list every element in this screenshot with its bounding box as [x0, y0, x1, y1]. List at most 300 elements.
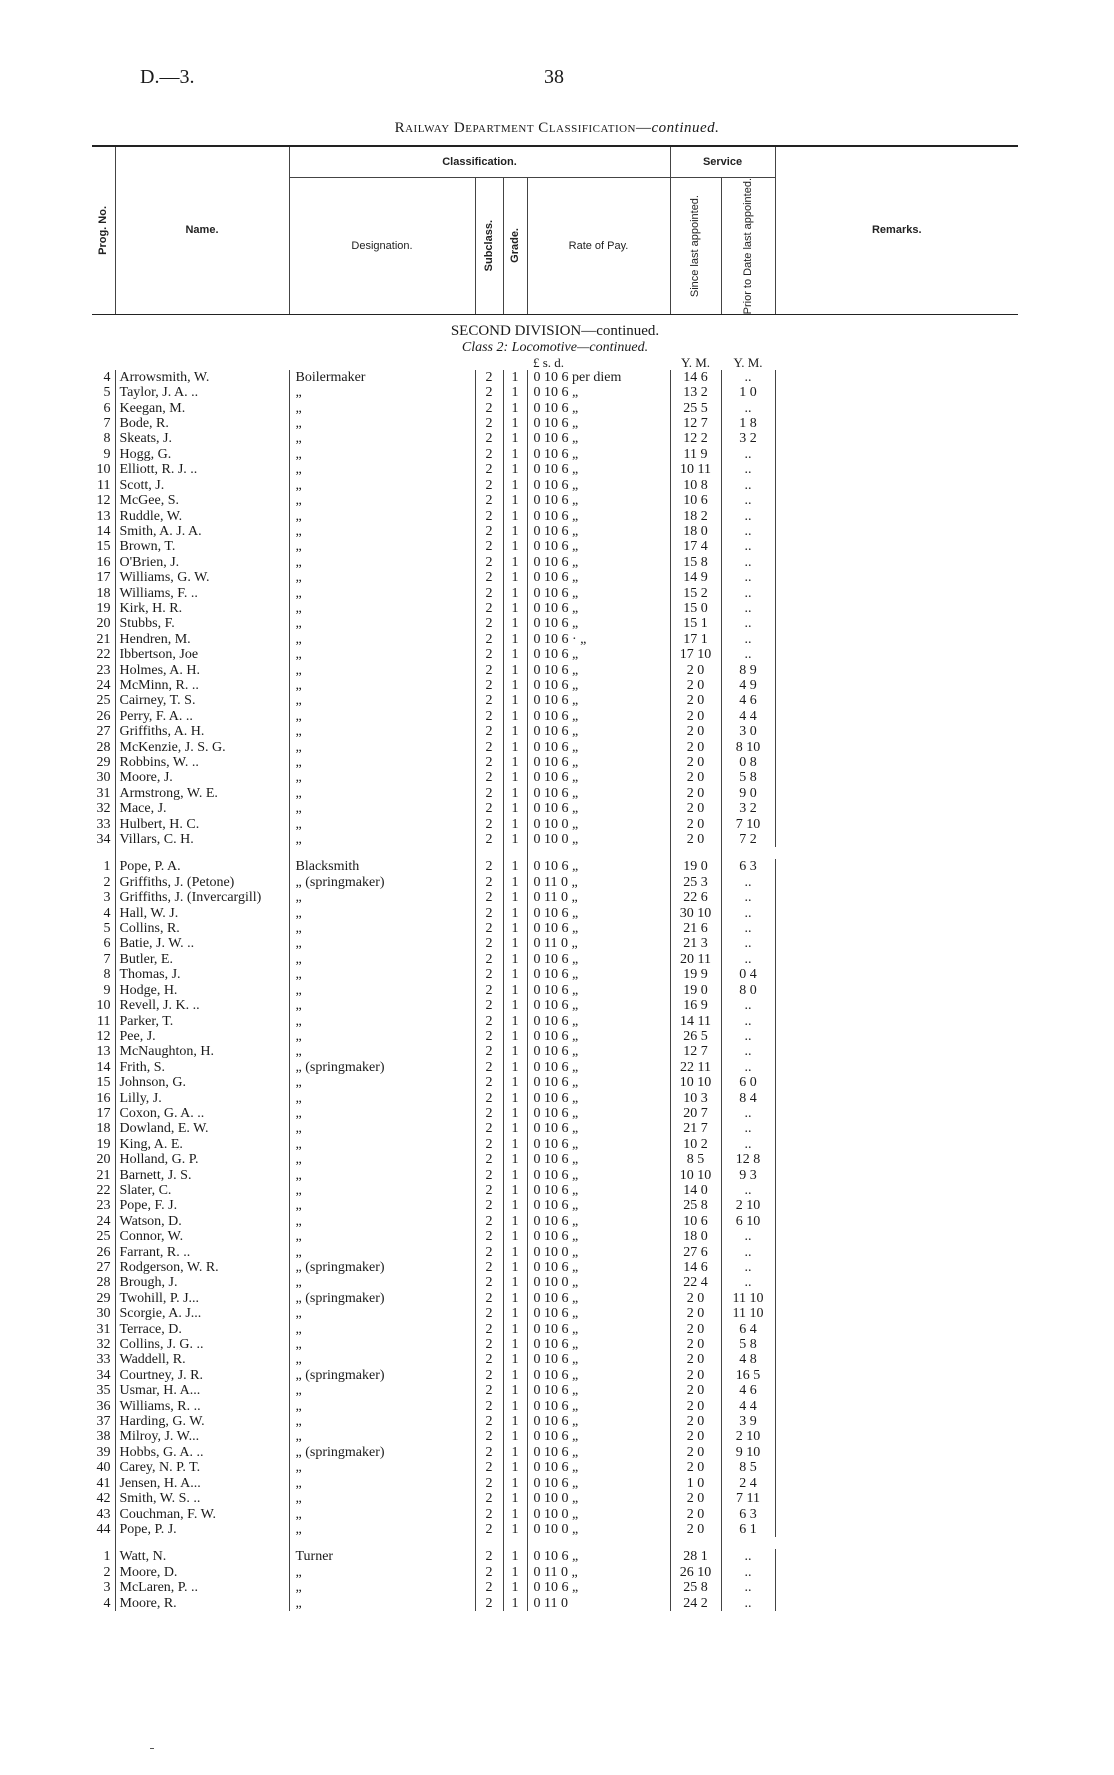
name-cell: Scorgie, A. J... [115, 1306, 289, 1321]
subclass-cell: 2 [475, 1044, 503, 1059]
table-row [92, 693, 1018, 708]
subclass-cell: 2 [475, 509, 503, 524]
rate-of-pay-cell: 0 10 6 „ [527, 663, 670, 678]
since-last-cell: 14 6 [670, 1260, 721, 1275]
since-last-cell: 2 0 [670, 755, 721, 770]
prior-to-date-cell: .. [721, 478, 775, 493]
grade-cell: 1 [503, 921, 527, 936]
designation-cell: „ [289, 1596, 475, 1611]
table-row [92, 786, 1018, 801]
prog-no-cell: 5 [103, 921, 111, 937]
rate-of-pay-cell: 0 10 6 „ [527, 1214, 670, 1229]
designation-cell: „ [289, 493, 475, 508]
prior-to-date-cell: .. [721, 998, 775, 1013]
prior-to-date-cell: .. [721, 1183, 775, 1198]
table-row [92, 983, 1018, 998]
designation-cell: „ [289, 890, 475, 905]
prog-no-cell: 22 [96, 1182, 111, 1198]
name-cell: Griffiths, J. (Petone) [115, 875, 289, 890]
rate-of-pay-cell: 0 10 6 „ [527, 724, 670, 739]
prior-to-date-cell: .. [721, 539, 775, 554]
table-row [92, 817, 1018, 832]
table-row [92, 555, 1018, 570]
prog-no-cell: 9 [103, 446, 111, 462]
rate-of-pay-cell: 0 10 6 „ [527, 1075, 670, 1090]
subclass-cell: 2 [475, 1091, 503, 1106]
prior-to-date-cell: 0 4 [721, 967, 775, 982]
subclass-cell: 2 [475, 431, 503, 446]
rate-of-pay-cell: 0 11 0 „ [527, 1565, 670, 1580]
prior-to-date-cell: .. [721, 1580, 775, 1595]
name-cell: Hogg, G. [115, 447, 289, 462]
since-last-cell: 2 0 [670, 1383, 721, 1398]
designation-cell: „ [289, 1522, 475, 1537]
name-cell: Pope, F. J. [115, 1198, 289, 1213]
designation-cell: „ [289, 1429, 475, 1444]
table-row [92, 770, 1018, 785]
since-last-cell: 10 10 [670, 1075, 721, 1090]
name-cell: Holland, G. P. [115, 1152, 289, 1167]
name-cell: Batie, J. W. .. [115, 936, 289, 951]
rate-of-pay-cell: 0 10 6 „ [527, 1044, 670, 1059]
grade-cell: 1 [503, 1091, 527, 1106]
prior-to-date-cell: 2 10 [721, 1198, 775, 1213]
remarks-cell [775, 1168, 1018, 1183]
grade-cell: 1 [503, 632, 527, 647]
prog-no-cell: 13 [96, 1044, 111, 1060]
table-row [92, 1214, 1018, 1229]
table-row [92, 1091, 1018, 1106]
since-last-cell: 17 4 [670, 539, 721, 554]
grade-cell: 1 [503, 1580, 527, 1595]
rate-of-pay-cell: 0 10 6 „ [527, 601, 670, 616]
name-cell: Hulbert, H. C. [115, 817, 289, 832]
name-cell: Waddell, R. [115, 1352, 289, 1367]
page-title-dash: — [636, 120, 652, 136]
name-cell: Farrant, R. .. [115, 1245, 289, 1260]
table-row [92, 1507, 1018, 1522]
name-cell: Terrace, D. [115, 1322, 289, 1337]
prior-to-date-cell: .. [721, 1275, 775, 1290]
subclass-cell: 2 [475, 875, 503, 890]
prog-no-cell: 15 [96, 539, 111, 555]
prog-no-cell: 19 [96, 600, 111, 616]
rate-of-pay-cell: 0 10 6 „ [527, 1152, 670, 1167]
designation-cell: „ [289, 1306, 475, 1321]
remarks-cell [775, 1429, 1018, 1444]
subclass-cell: 2 [475, 1399, 503, 1414]
designation-cell: „ [289, 570, 475, 585]
since-last-cell: 2 0 [670, 817, 721, 832]
name-cell: Kirk, H. R. [115, 601, 289, 616]
designation-cell: „ [289, 462, 475, 477]
grade-cell: 1 [503, 906, 527, 921]
name-cell: Watson, D. [115, 1214, 289, 1229]
grade-cell: 1 [503, 1549, 527, 1564]
since-last-cell: 16 9 [670, 998, 721, 1013]
table-row [92, 1198, 1018, 1213]
prior-to-date-cell: 8 4 [721, 1091, 775, 1106]
since-last-cell: 2 0 [670, 724, 721, 739]
prog-no-cell: 33 [96, 1352, 111, 1368]
table-row [92, 936, 1018, 951]
remarks-cell [775, 601, 1018, 616]
rate-of-pay-cell: 0 10 6 „ [527, 616, 670, 631]
prior-to-date-cell: 6 10 [721, 1214, 775, 1229]
designation-cell: „ [289, 1245, 475, 1260]
table-row [92, 875, 1018, 890]
since-last-cell: 2 0 [670, 1491, 721, 1506]
name-cell: Hodge, H. [115, 983, 289, 998]
designation-cell: „ [289, 385, 475, 400]
prior-to-date-cell: .. [721, 1014, 775, 1029]
col-prog-no: Prog. No. [92, 146, 115, 314]
table-row [92, 1580, 1018, 1595]
prior-to-date-cell: 3 9 [721, 1414, 775, 1429]
subclass-cell: 2 [475, 1368, 503, 1383]
rate-of-pay-cell: 0 10 6 „ [527, 1337, 670, 1352]
remarks-cell [775, 1383, 1018, 1398]
remarks-cell [775, 786, 1018, 801]
rate-of-pay-cell: 0 10 6 „ [527, 416, 670, 431]
designation-cell: „ [289, 1565, 475, 1580]
subclass-cell: 2 [475, 952, 503, 967]
grade-cell: 1 [503, 875, 527, 890]
designation-cell: Blacksmith [289, 859, 475, 874]
prog-no-cell: 31 [96, 1321, 111, 1337]
table-row [92, 1060, 1018, 1075]
table-row [92, 678, 1018, 693]
prog-no-cell: 4 [103, 905, 111, 921]
grade-cell: 1 [503, 1337, 527, 1352]
prior-to-date-cell: 8 9 [721, 663, 775, 678]
subclass-cell: 2 [475, 1260, 503, 1275]
subclass-cell: 2 [475, 998, 503, 1013]
name-cell: Smith, A. J. A. [115, 524, 289, 539]
since-last-cell: 2 0 [670, 770, 721, 785]
prog-no-cell: 6 [103, 936, 111, 952]
rate-of-pay-cell: 0 10 6 „ [527, 859, 670, 874]
grade-cell: 1 [503, 616, 527, 631]
rate-of-pay-cell: 0 10 6 „ [527, 539, 670, 554]
rate-of-pay-cell: 0 10 6 „ [527, 586, 670, 601]
prog-no-cell: 25 [96, 693, 111, 709]
since-last-cell: 10 6 [670, 1214, 721, 1229]
name-cell: Frith, S. [115, 1060, 289, 1075]
prog-no-cell: 29 [96, 755, 111, 771]
subclass-cell: 2 [475, 1168, 503, 1183]
grade-cell: 1 [503, 724, 527, 739]
designation-cell: „ [289, 1137, 475, 1152]
prog-no-cell: 19 [96, 1136, 111, 1152]
subclass-cell: 2 [475, 770, 503, 785]
rate-of-pay-cell: 0 10 6 „ [527, 1445, 670, 1460]
subclass-cell: 2 [475, 647, 503, 662]
since-last-cell: 2 0 [670, 1368, 721, 1383]
prior-to-date-cell: 12 8 [721, 1152, 775, 1167]
remarks-cell [775, 509, 1018, 524]
designation-cell: „ [289, 983, 475, 998]
prog-no-cell: 2 [103, 874, 111, 890]
subclass-cell: 2 [475, 1476, 503, 1491]
prior-to-date-cell: .. [721, 1121, 775, 1136]
table-row [92, 416, 1018, 431]
designation-cell: „ [289, 1229, 475, 1244]
prior-to-date-cell: .. [721, 570, 775, 585]
table-row [92, 952, 1018, 967]
designation-cell: „ [289, 1014, 475, 1029]
name-cell: Griffiths, J. (Invercargill) [115, 890, 289, 905]
grade-cell: 1 [503, 555, 527, 570]
prior-to-date-cell: .. [721, 1137, 775, 1152]
prior-to-date-cell: 6 0 [721, 1075, 775, 1090]
grade-cell: 1 [503, 663, 527, 678]
prior-to-date-cell: 9 10 [721, 1445, 775, 1460]
table-row [92, 1596, 1018, 1611]
table-row [92, 1152, 1018, 1167]
prog-no-cell: 16 [96, 554, 111, 570]
grade-cell: 1 [503, 1507, 527, 1522]
rate-of-pay-cell: 0 10 0 „ [527, 1522, 670, 1537]
table-row [92, 1275, 1018, 1290]
since-last-cell: 10 8 [670, 478, 721, 493]
prog-no-cell: 28 [96, 739, 111, 755]
designation-cell: „ [289, 431, 475, 446]
since-last-cell: 25 8 [670, 1198, 721, 1213]
name-cell: Scott, J. [115, 478, 289, 493]
table-row [92, 1121, 1018, 1136]
name-cell: Moore, R. [115, 1596, 289, 1611]
prog-no-cell: 17 [96, 1105, 111, 1121]
subclass-cell: 2 [475, 1565, 503, 1580]
subclass-cell: 2 [475, 601, 503, 616]
grade-cell: 1 [503, 462, 527, 477]
rate-of-pay-cell: 0 10 6 „ [527, 524, 670, 539]
designation-cell: „ (springmaker) [289, 1445, 475, 1460]
since-last-cell: 2 0 [670, 1429, 721, 1444]
table-row [92, 385, 1018, 400]
since-last-cell: 25 3 [670, 875, 721, 890]
rate-of-pay-cell: 0 10 6 „ [527, 509, 670, 524]
table-row [92, 1491, 1018, 1506]
rate-of-pay-cell: 0 11 0 [527, 1596, 670, 1611]
since-last-cell: 14 11 [670, 1014, 721, 1029]
rate-of-pay-cell: 0 10 6 „ [527, 1549, 670, 1564]
table-row [92, 1106, 1018, 1121]
grade-cell: 1 [503, 678, 527, 693]
rate-of-pay-cell: 0 10 6 „ [527, 1137, 670, 1152]
subclass-cell: 2 [475, 370, 503, 385]
prior-to-date-cell: 8 10 [721, 740, 775, 755]
prior-to-date-cell: .. [721, 1044, 775, 1059]
since-last-cell: 18 0 [670, 1229, 721, 1244]
prior-to-date-cell: 7 2 [721, 832, 775, 847]
remarks-cell [775, 1260, 1018, 1275]
table-row [92, 632, 1018, 647]
rate-of-pay-cell: 0 10 6 „ [527, 1383, 670, 1398]
remarks-cell [775, 678, 1018, 693]
designation-cell: Turner [289, 1549, 475, 1564]
remarks-cell [775, 632, 1018, 647]
since-last-cell: 2 0 [670, 1306, 721, 1321]
since-last-cell: 30 10 [670, 906, 721, 921]
remarks-cell [775, 570, 1018, 585]
remarks-cell [775, 1014, 1018, 1029]
grade-cell: 1 [503, 385, 527, 400]
table-row [92, 663, 1018, 678]
prog-no-cell: 10 [96, 998, 111, 1014]
designation-cell: „ [289, 1491, 475, 1506]
designation-cell: „ [289, 401, 475, 416]
designation-cell: „ [289, 1352, 475, 1367]
since-last-cell: 21 3 [670, 936, 721, 951]
subclass-cell: 2 [475, 693, 503, 708]
col-designation: Designation. [289, 177, 475, 314]
prior-to-date-cell: 3 2 [721, 801, 775, 816]
rate-of-pay-cell: 0 10 0 „ [527, 817, 670, 832]
prog-no-cell: 31 [96, 785, 111, 801]
prog-no-cell: 21 [96, 631, 111, 647]
name-cell: Williams, R. .. [115, 1399, 289, 1414]
remarks-cell [775, 1507, 1018, 1522]
table-row [92, 539, 1018, 554]
subclass-cell: 2 [475, 906, 503, 921]
table-row [92, 447, 1018, 462]
subclass-cell: 2 [475, 724, 503, 739]
remarks-cell [775, 447, 1018, 462]
subclass-cell: 2 [475, 1198, 503, 1213]
subclass-cell: 2 [475, 801, 503, 816]
since-last-cell: 2 0 [670, 1460, 721, 1475]
remarks-cell [775, 1549, 1018, 1564]
remarks-cell [775, 921, 1018, 936]
table-row [92, 1476, 1018, 1491]
table-row [92, 1029, 1018, 1044]
since-last-cell: 18 0 [670, 524, 721, 539]
grade-cell: 1 [503, 693, 527, 708]
table-row [92, 1260, 1018, 1275]
designation-cell: „ [289, 1337, 475, 1352]
since-last-cell: 14 0 [670, 1183, 721, 1198]
prog-no-cell: 8 [103, 431, 111, 447]
prior-to-date-cell: .. [721, 1106, 775, 1121]
since-last-cell: 14 9 [670, 570, 721, 585]
prior-to-date-cell: 9 3 [721, 1168, 775, 1183]
grade-cell: 1 [503, 709, 527, 724]
since-last-cell: 2 0 [670, 1399, 721, 1414]
remarks-cell [775, 1075, 1018, 1090]
rate-of-pay-cell: 0 10 6 „ [527, 447, 670, 462]
grade-cell: 1 [503, 401, 527, 416]
table-row [92, 431, 1018, 446]
since-last-cell: 15 1 [670, 616, 721, 631]
rate-of-pay-cell: 0 10 6 „ [527, 1580, 670, 1595]
prog-no-cell: 23 [96, 662, 111, 678]
subclass-cell: 2 [475, 1137, 503, 1152]
rate-of-pay-cell: 0 10 6 „ [527, 1368, 670, 1383]
since-last-cell: 25 8 [670, 1580, 721, 1595]
rate-of-pay-cell: 0 10 6 „ [527, 1322, 670, 1337]
name-cell: Arrowsmith, W. [115, 370, 289, 385]
remarks-cell [775, 998, 1018, 1013]
subclass-cell: 2 [475, 983, 503, 998]
rate-of-pay-cell: 0 10 6 „ [527, 1352, 670, 1367]
designation-cell: „ (springmaker) [289, 875, 475, 890]
prior-to-date-cell: 8 5 [721, 1460, 775, 1475]
table-row [92, 1306, 1018, 1321]
subclass-cell: 2 [475, 1580, 503, 1595]
name-cell: Rodgerson, W. R. [115, 1260, 289, 1275]
subclass-cell: 2 [475, 555, 503, 570]
table-row [92, 906, 1018, 921]
remarks-cell [775, 709, 1018, 724]
subclass-cell: 2 [475, 936, 503, 951]
rate-of-pay-cell: 0 10 6 „ [527, 431, 670, 446]
designation-cell: „ [289, 1044, 475, 1059]
remarks-cell [775, 936, 1018, 951]
grade-cell: 1 [503, 1445, 527, 1460]
prog-no-cell: 3 [103, 890, 111, 906]
remarks-cell [775, 832, 1018, 847]
table-row [92, 401, 1018, 416]
name-cell: Hall, W. J. [115, 906, 289, 921]
name-cell: McKenzie, J. S. G. [115, 740, 289, 755]
table-row [92, 1565, 1018, 1580]
remarks-cell [775, 724, 1018, 739]
prog-no-cell: 24 [96, 677, 111, 693]
prior-to-date-cell: .. [721, 1060, 775, 1075]
prior-to-date-cell: 7 10 [721, 817, 775, 832]
table-row [92, 1075, 1018, 1090]
prog-no-cell: 6 [103, 400, 111, 416]
rate-of-pay-cell: 0 11 0 „ [527, 890, 670, 905]
since-last-cell: 2 0 [670, 1291, 721, 1306]
designation-cell: „ [289, 1183, 475, 1198]
grade-cell: 1 [503, 1183, 527, 1198]
remarks-cell [775, 1399, 1018, 1414]
service-units-prior: Y. M. [733, 354, 763, 370]
table-row [92, 1245, 1018, 1260]
prog-no-cell: 44 [96, 1521, 111, 1537]
rate-of-pay-cell: 0 10 6 „ [527, 1183, 670, 1198]
col-since-last-appointed: Since last appointed. [670, 177, 721, 314]
since-last-cell: 2 0 [670, 1414, 721, 1429]
rate-of-pay-cell: 0 10 6 „ [527, 952, 670, 967]
remarks-cell [775, 740, 1018, 755]
subclass-cell: 2 [475, 1429, 503, 1444]
name-cell: Thomas, J. [115, 967, 289, 982]
group-separator [92, 1537, 1018, 1549]
rate-of-pay-cell: 0 10 0 „ [527, 832, 670, 847]
rate-of-pay-cell: 0 10 6 „ [527, 921, 670, 936]
rate-of-pay-cell: 0 10 6 „ [527, 998, 670, 1013]
rate-of-pay-cell: 0 10 6 „ [527, 1476, 670, 1491]
subclass-cell: 2 [475, 1291, 503, 1306]
subclass-cell: 2 [475, 709, 503, 724]
prior-to-date-cell: .. [721, 632, 775, 647]
name-cell: Revell, J. K. .. [115, 998, 289, 1013]
name-cell: Elliott, R. J. .. [115, 462, 289, 477]
name-cell: Bode, R. [115, 416, 289, 431]
designation-cell: „ [289, 586, 475, 601]
grade-cell: 1 [503, 416, 527, 431]
prog-no-cell: 20 [96, 616, 111, 632]
since-last-cell: 2 0 [670, 1507, 721, 1522]
designation-cell: „ [289, 740, 475, 755]
prog-no-cell: 25 [96, 1229, 111, 1245]
prior-to-date-cell: .. [721, 1245, 775, 1260]
prior-to-date-cell: 6 3 [721, 1507, 775, 1522]
